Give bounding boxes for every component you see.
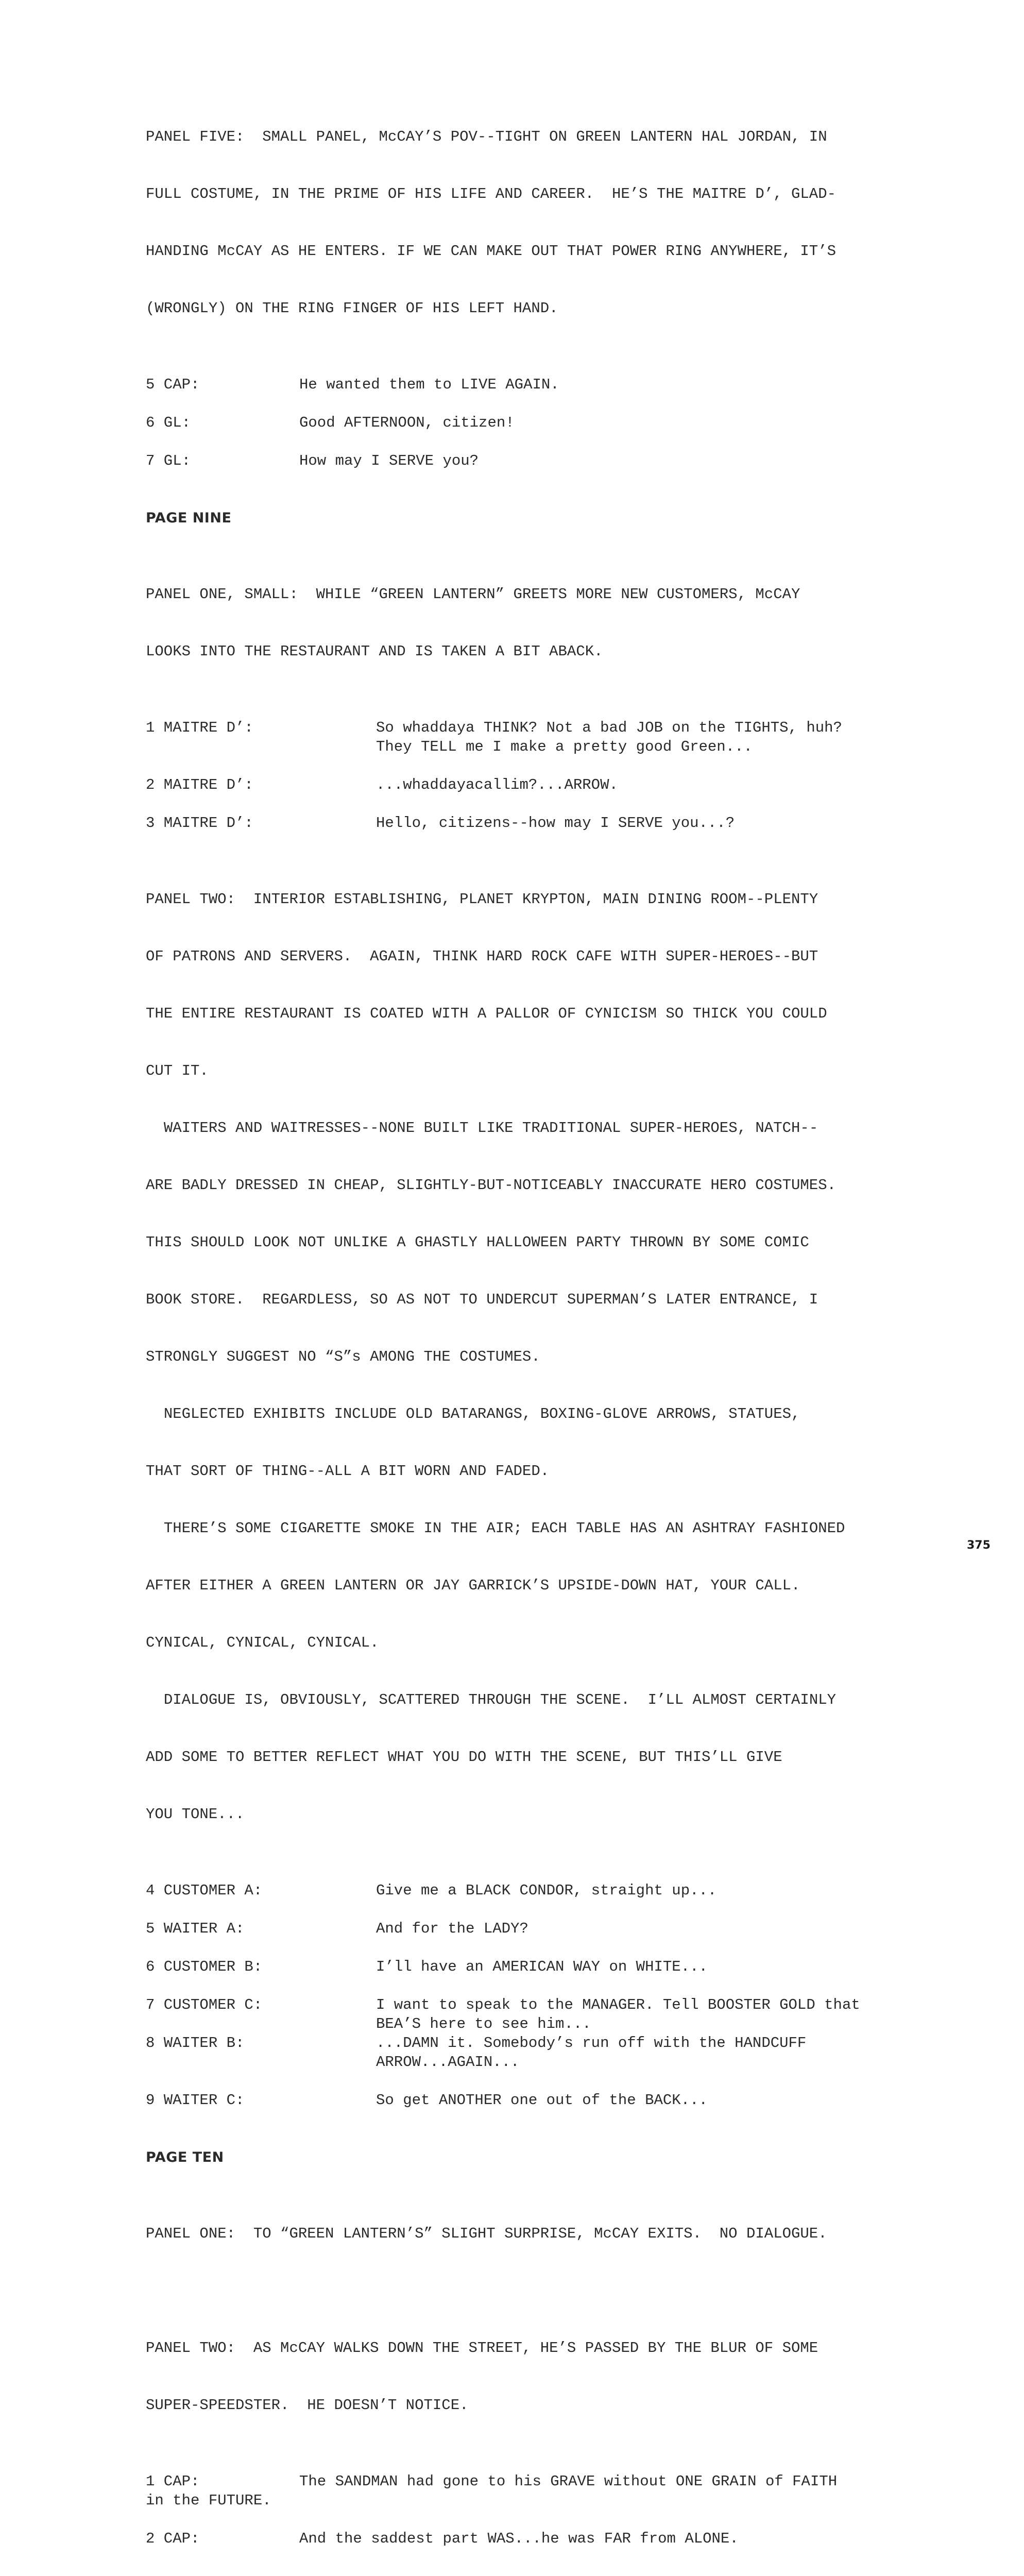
speaker-label: 7 GL: (146, 452, 191, 469)
text-line: THAT SORT OF THING--ALL A BIT WORN AND FADED. (146, 1463, 550, 1480)
text-line: I want to speak to the MANAGER. Tell BOOSTER GOLD that (376, 1996, 860, 2013)
dialogue-line (146, 451, 949, 470)
speaker-label: 3 MAITRE D’: (146, 815, 253, 832)
dialogue-text: Hello, citizens--how may I SERVE you...? (376, 815, 735, 832)
text-line: ARE BADLY DRESSED IN CHEAP, SLIGHTLY-BUT-NOTICEABLY INACCURATE HERO COSTUMES. (146, 1177, 837, 1194)
panel-description (146, 2567, 949, 2576)
text-line: THIS SHOULD LOOK NOT UNLIKE A GHASTLY HALLOWEEN PARTY THROWN BY SOME COMIC (146, 1234, 809, 1251)
dialogue-text: So get ANOTHER one out of the BACK... (376, 2092, 708, 2109)
page-heading: PAGE TEN (146, 2149, 224, 2165)
text-line: FULL COSTUME, IN THE PRIME OF HIS LIFE AND CAREER. HE’S THE MAITRE D’, GLAD- (146, 185, 837, 202)
text-line: DIALOGUE IS, OBVIOUSLY, SCATTERED THROUGH THE SCENE. I’LL ALMOST CERTAINLY (146, 1691, 837, 1708)
text-line: CYNICAL, CYNICAL, CYNICAL. (146, 1634, 379, 1651)
dialogue-text: I’ll have an AMERICAN WAY on WHITE... (376, 1958, 708, 1975)
text-line: So whaddaya THINK? Not a bad JOB on the TIGHTS, huh? (376, 719, 842, 736)
panel-description (146, 547, 949, 699)
text-line: ADD SOME TO BETTER REFLECT WHAT YOU DO WITH THE SCENE, BUT THIS’LL GIVE (146, 1749, 782, 1766)
text-line: STRONGLY SUGGEST NO “S”s AMONG THE COSTUMES. (146, 1348, 540, 1365)
panel-description (146, 89, 949, 356)
dialogue-line (146, 1957, 949, 1976)
text-line: NEGLECTED EXHIBITS INCLUDE OLD BATARANGS, BOXING-GLOVE ARROWS, STATUES, (146, 1405, 800, 1422)
dialogue-line (146, 2529, 949, 2548)
dialogue-line (146, 718, 949, 756)
page-heading: PAGE NINE (146, 510, 232, 526)
dialogue-line (146, 1881, 949, 1900)
dialogue-text: And for the LADY? (376, 1920, 528, 1937)
speaker-label: 5 CAP: (146, 376, 200, 393)
speaker-label: 6 CUSTOMER B: (146, 1958, 263, 1975)
speaker-label: 1 MAITRE D’: (146, 719, 253, 736)
dialogue-line (146, 2472, 949, 2510)
dialogue-text: How may I SERVE you? (299, 452, 479, 469)
dialogue-line (146, 814, 949, 833)
panel-description (146, 2300, 949, 2453)
text-line: PANEL TWO: INTERIOR ESTABLISHING, PLANET KRYPTON, MAIN DINING ROOM--PLENTY (146, 891, 818, 908)
dialogue-line (146, 413, 949, 432)
text-line: PANEL ONE, SMALL: WHILE “GREEN LANTERN” GREETS MORE NEW CUSTOMERS, McCAY (146, 586, 800, 603)
script-page (146, 89, 949, 2576)
dialogue-text (376, 718, 949, 756)
text-line: THE ENTIRE RESTAURANT IS COATED WITH A PALLOR OF CYNICISM SO THICK YOU COULD (146, 1005, 827, 1022)
text-line: BEA’S here to see him... (376, 2015, 591, 2032)
dialogue-line (146, 775, 949, 794)
panel-description (146, 852, 949, 1862)
speaker-label: 2 MAITRE D’: (146, 776, 253, 793)
speaker-label: 1 CAP: (146, 2473, 200, 2490)
text-line: BOOK STORE. REGARDLESS, SO AS NOT TO UNDERCUT SUPERMAN’S LATER ENTRANCE, I (146, 1291, 818, 1308)
speaker-label: 7 CUSTOMER C: (146, 1996, 263, 2013)
text-line: PANEL TWO: AS McCAY WALKS DOWN THE STREET, HE’S PASSED BY THE BLUR OF SOME (146, 2340, 818, 2357)
dialogue-line (146, 2091, 949, 2110)
text-line: THERE’S SOME CIGARETTE SMOKE IN THE AIR; EACH TABLE HAS AN ASHTRAY FASHIONED (146, 1520, 845, 1537)
dialogue-text-continued: in the FUTURE. (146, 2492, 271, 2509)
speaker-label: 2 CAP: (146, 2530, 200, 2547)
page-number: 375 (967, 1539, 991, 1552)
speaker-label: 6 GL: (146, 414, 191, 431)
dialogue-text: ...whaddayacallim?...ARROW. (376, 776, 618, 793)
text-line: OF PATRONS AND SERVERS. AGAIN, THINK HARD ROCK CAFE WITH SUPER-HEROES--BUT (146, 948, 818, 965)
text-line: SUPER-SPEEDSTER. HE DOESN’T NOTICE. (146, 2397, 469, 2414)
text-line: WAITERS AND WAITRESSES--NONE BUILT LIKE TRADITIONAL SUPER-HEROES, NATCH-- (146, 1120, 818, 1137)
dialogue-text (376, 1995, 949, 2033)
dialogue-line (146, 1995, 949, 2033)
dialogue-text: He wanted them to LIVE AGAIN. (299, 376, 559, 393)
dialogue-text: And the saddest part WAS...he was FAR from ALONE. (299, 2530, 739, 2547)
dialogue-text: Good AFTERNOON, citizen! (299, 414, 515, 431)
text-line: HANDING McCAY AS HE ENTERS. IF WE CAN MAKE OUT THAT POWER RING ANYWHERE, IT’S (146, 243, 837, 260)
dialogue-text: Give me a BLACK CONDOR, straight up... (376, 1882, 717, 1899)
dialogue-line (146, 1919, 949, 1938)
text-line: ...DAMN it. Somebody’s run off with the HANDCUFF (376, 2035, 807, 2052)
text-line: YOU TONE... (146, 1806, 245, 1823)
dialogue-text (376, 2033, 949, 2072)
speaker-label: 4 CUSTOMER A: (146, 1882, 263, 1899)
text-line: LOOKS INTO THE RESTAURANT AND IS TAKEN A BIT ABACK. (146, 643, 603, 660)
dialogue-text: The SANDMAN had gone to his GRAVE without ONE GRAIN of FAITH (299, 2473, 838, 2490)
text-line: PANEL ONE: TO “GREEN LANTERN’S” SLIGHT SURPRISE, McCAY EXITS. NO DIALOGUE. (146, 2225, 827, 2242)
text-line: CUT IT. (146, 1062, 209, 1079)
speaker-label: 5 WAITER A: (146, 1920, 245, 1937)
panel-description (146, 2186, 949, 2281)
text-line: PANEL FIVE: SMALL PANEL, McCAY’S POV--TIGHT ON GREEN LANTERN HAL JORDAN, IN (146, 128, 827, 145)
text-line: ARROW...AGAIN... (376, 2054, 520, 2071)
text-line: (WRONGLY) ON THE RING FINGER OF HIS LEFT HAND. (146, 300, 558, 317)
text-line: They TELL me I make a pretty good Green... (376, 738, 753, 755)
dialogue-line (146, 375, 949, 394)
text-line: AFTER EITHER A GREEN LANTERN OR JAY GARRICK’S UPSIDE-DOWN HAT, YOUR CALL. (146, 1577, 800, 1594)
speaker-label: 9 WAITER C: (146, 2092, 245, 2109)
dialogue-line (146, 2033, 949, 2072)
speaker-label: 8 WAITER B: (146, 2035, 245, 2052)
